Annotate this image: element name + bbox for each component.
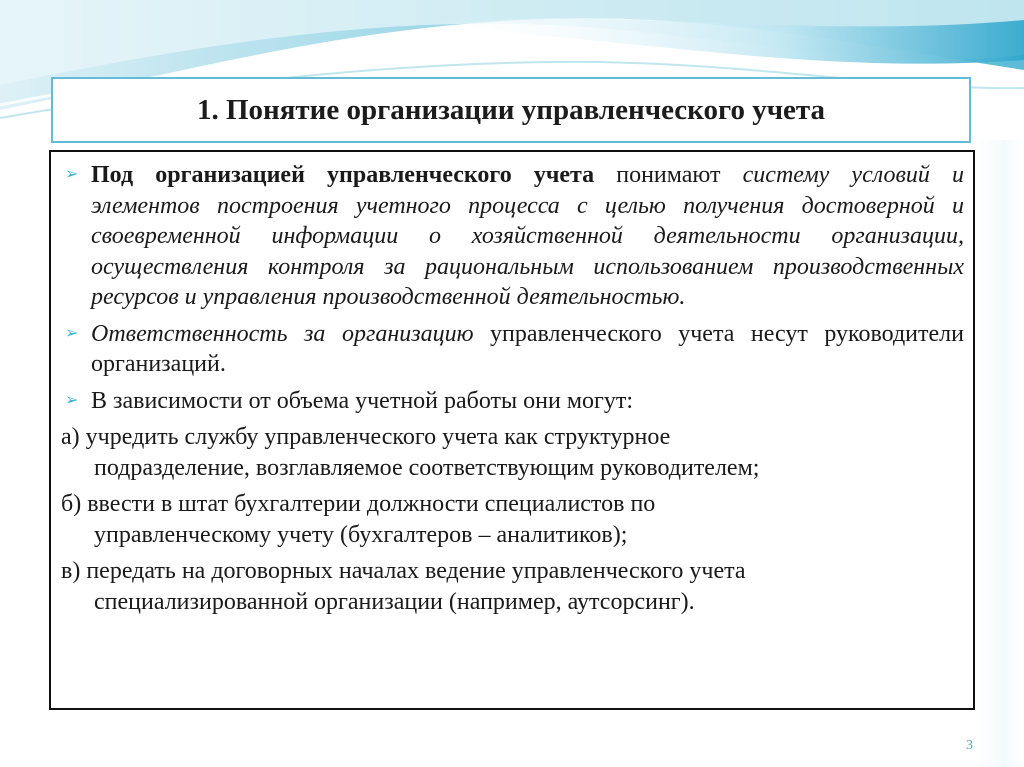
definition-verb: понимают [594, 162, 743, 188]
paragraph-definition [61, 160, 964, 313]
arrow-bullet-icon: ➢ [65, 166, 79, 183]
options-intro-text: В зависимости от объема учетной работы они могут: [91, 387, 634, 414]
arrow-bullet-icon: ➢ [65, 391, 79, 409]
option-c [61, 556, 964, 617]
option-a-line2: подразделение, возглавляемое соответствующим руководителем; [94, 454, 760, 481]
page-number: 3 [966, 738, 973, 753]
arrow-bullet-icon: ➢ [65, 324, 79, 342]
paragraph-options-intro [61, 386, 964, 417]
option-a [61, 422, 964, 483]
side-shade [975, 140, 1024, 767]
option-b-line1: ввести в штат бухгалтерии должности специалистов по [81, 491, 656, 517]
option-a-label: а) [61, 424, 80, 450]
responsibility-text: управленческого учета несут руководители организаций. [91, 320, 964, 377]
definition-text: систему условий и элементов построения учетного процесса с целью получения достоверной и своевременной информации о хозяйственной деятельности организации, осуществления контроля за рациональным использованием производственных ресурсов и управления производственной деятельностью. [91, 162, 964, 310]
content-box [49, 150, 975, 710]
option-b [61, 489, 964, 550]
option-b-label: б) [61, 491, 82, 517]
option-c-line1: передать на договорных началах ведение управленческого учета [80, 558, 746, 584]
definition-term: Под организацией управленческого учета [91, 162, 595, 188]
option-c-line2: специализированной организации (например, аутсорсинг). [94, 588, 695, 615]
option-b-line2: управленческому учету (бухгалтеров – аналитиков); [94, 521, 628, 548]
title-box [51, 77, 971, 143]
option-a-line1: учредить службу управленческого учета как структурное [79, 424, 671, 450]
slide-title: 1. Понятие организации управленческого учета [196, 93, 826, 126]
paragraph-responsibility [61, 319, 964, 380]
option-c-label: в) [61, 558, 81, 584]
responsibility-term: Ответственность за организацию [91, 320, 474, 347]
